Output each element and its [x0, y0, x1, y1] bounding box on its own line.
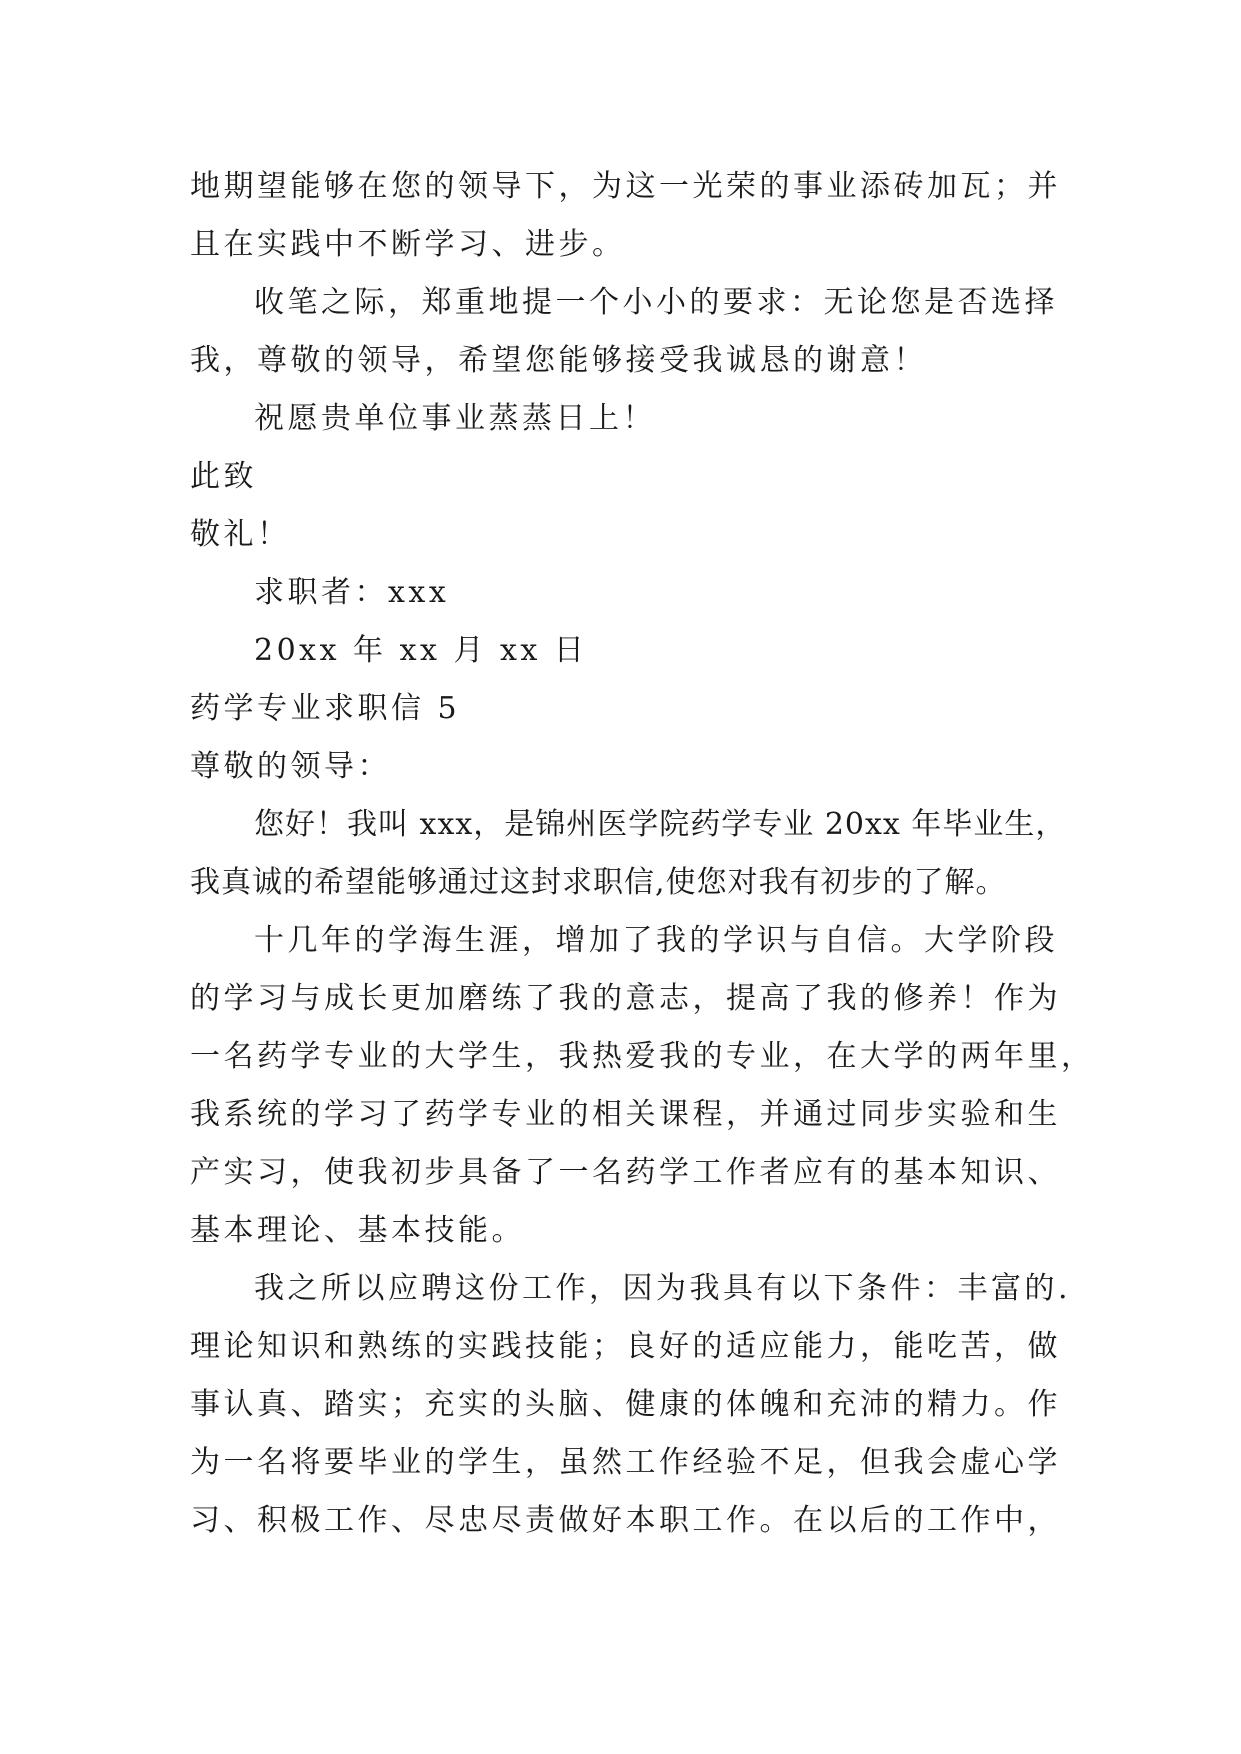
body-line: 基本理论、基本技能。	[190, 1213, 525, 1248]
body-line: 习、积极工作、尽忠尽责做好本职工作。在以后的工作中，	[190, 1503, 1061, 1538]
body-line: 我系统的学习了药学专业的相关课程，并通过同步实验和生	[190, 1097, 1061, 1132]
closing-salutation: 此致	[190, 459, 257, 494]
body-line: 的学习与成长更加磨练了我的意志，提高了我的修养！作为	[190, 981, 1061, 1016]
body-line: 您好！我叫 xxx，是锦州医学院药学专业 20xx 年毕业生，	[254, 807, 1067, 842]
body-line: 我，尊敬的领导，希望您能够接受我诚恳的谢意！	[190, 343, 927, 378]
body-line: 理论知识和熟练的实践技能；良好的适应能力，能吃苦，做	[190, 1329, 1061, 1364]
body-line: 事认真、踏实；充实的头脑、健康的体魄和充沛的精力。作	[190, 1387, 1061, 1422]
document-body	[190, 158, 1095, 1550]
body-line: 十几年的学海生涯，增加了我的学识与自信。大学阶段	[254, 923, 1058, 958]
signature-line: 求职者：xxx	[254, 575, 450, 610]
body-line: 我真诚的希望能够通过这封求职信,使您对我有初步的了解。	[190, 865, 1007, 900]
body-line: 地期望能够在您的领导下，为这一光荣的事业添砖加瓦；并	[190, 169, 1061, 204]
greeting: 尊敬的领导：	[190, 749, 391, 784]
closing-regards: 敬礼！	[190, 517, 291, 552]
body-line: 收笔之际，郑重地提一个小小的要求：无论您是否选择	[254, 285, 1058, 320]
body-line: 且在实践中不断学习、进步。	[190, 227, 626, 262]
date-line: 20xx 年 xx 月 xx 日	[254, 633, 588, 668]
body-line: 祝愿贵单位事业蒸蒸日上！	[254, 401, 656, 436]
body-line: 产实习，使我初步具备了一名药学工作者应有的基本知识、	[190, 1155, 1061, 1190]
section-title: 药学专业求职信 5	[190, 691, 461, 726]
body-line: 我之所以应聘这份工作，因为我具有以下条件：丰富的.	[254, 1271, 1072, 1306]
body-line: 为一名将要毕业的学生，虽然工作经验不足，但我会虚心学	[190, 1445, 1061, 1480]
body-line: 一名药学专业的大学生，我热爱我的专业，在大学的两年里，	[190, 1039, 1095, 1074]
